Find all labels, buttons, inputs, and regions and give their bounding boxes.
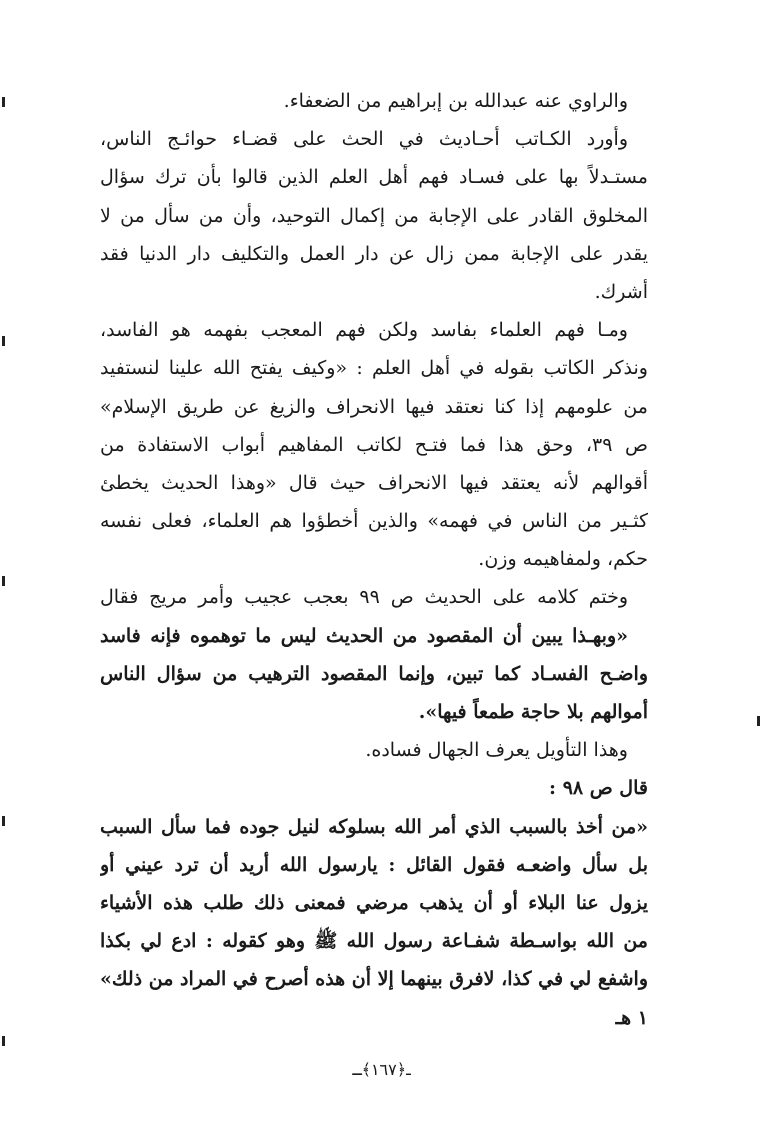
text-line: يقدر على الإجابة ممن زال عن دار العمل والتكليف دار الدنيا فقد <box>100 242 648 265</box>
text-line: وختم كلامه على الحديث ص ٩٩ بعجب عجيب وأمر مريج فقال <box>100 586 628 609</box>
text-line: «وبهـذا يبين أن المقصود من الحديث ليس ما توهموه فإنه فاسد <box>100 624 628 647</box>
text-line: مستـدلاً بها على فسـاد فهم أهل العلم الذين قالوا بأن ترك سؤال <box>100 166 648 189</box>
text-line: ونذكر الكاتب بقوله في أهل العلم : «وكيف يفتح الله علينا لنستفيد <box>100 357 648 380</box>
body-text <box>100 82 648 1037</box>
text-line: كثـير من الناس في فهمه» والذين أخطؤوا هم العلماء، فعلى نفسه <box>100 510 648 533</box>
margin-mark <box>2 336 5 346</box>
text-line: قال ص ٩٨ : <box>549 777 648 800</box>
text-line: ومـا فهم العلماء بفاسد ولكن فهم المعجب بفهمه هو الفاسد، <box>100 319 628 342</box>
text-line: وهذا التأويل يعرف الجهال فساده. <box>365 739 628 762</box>
margin-mark <box>757 716 760 726</box>
text-line: بل سأل واضعـه فقول القائل : يارسول الله أريد أن ترد عيني أو <box>100 853 648 876</box>
text-line: حكم، ولمفاهيمه وزن. <box>478 548 648 571</box>
text-line: «من أخذ بالسبب الذي أمر الله بسلوكه لنيل جوده فما سأل السبب <box>100 815 648 838</box>
text-line: واضـح الفسـاد كما تبين، وإنما المقصود الترهيب من سؤال الناس <box>100 662 648 685</box>
text-line: ١ هـ <box>615 1006 648 1029</box>
text-line: يزول عنا البلاء أو أن يذهب مرضي فمعنى ذلك طلب هذه الأشياء <box>100 891 648 914</box>
margin-mark <box>2 576 5 586</box>
page-number: ـ﴿١٦٧﴾ـ <box>352 1060 411 1079</box>
text-line: أقوالهم لأنه يعتقد فيها الانحراف حيث قال «وهذا الحديث يخطئ <box>100 471 648 494</box>
text-line: أموالهم بلا حاجة طمعاً فيها». <box>418 701 648 723</box>
margin-mark <box>2 97 5 107</box>
text-line: من علومهم إذا كنا نعتقد فيها الانحراف والزيغ عن طريق الإسلام» <box>100 395 648 418</box>
text-line: أشرك. <box>594 280 648 303</box>
text-line: والراوي عنه عبدالله بن إبراهيم من الضعفاء. <box>283 90 628 112</box>
text-line: وأورد الكـاتب أحـاديث في الحث على قضـاء حوائـج الناس، <box>100 128 628 151</box>
text-line: واشفع لي في كذا، لافرق بينهما إلا أن هذه أصرح في المراد من ذلك» <box>100 968 648 991</box>
text-line: ص ٣٩، وحق هذا فما فتـح لكاتب المفاهيم أبواب الاستفادة من <box>100 433 648 456</box>
text-line: المخلوق القادر على الإجابة من إكمال التوحيد، وأن من سأل من لا <box>100 204 648 227</box>
text-line: من الله بواسـطة شفـاعة رسول الله ﷺ وهو كقوله : ادع لي بكذا <box>100 930 648 953</box>
margin-mark <box>2 1036 5 1046</box>
margin-mark <box>2 816 5 826</box>
